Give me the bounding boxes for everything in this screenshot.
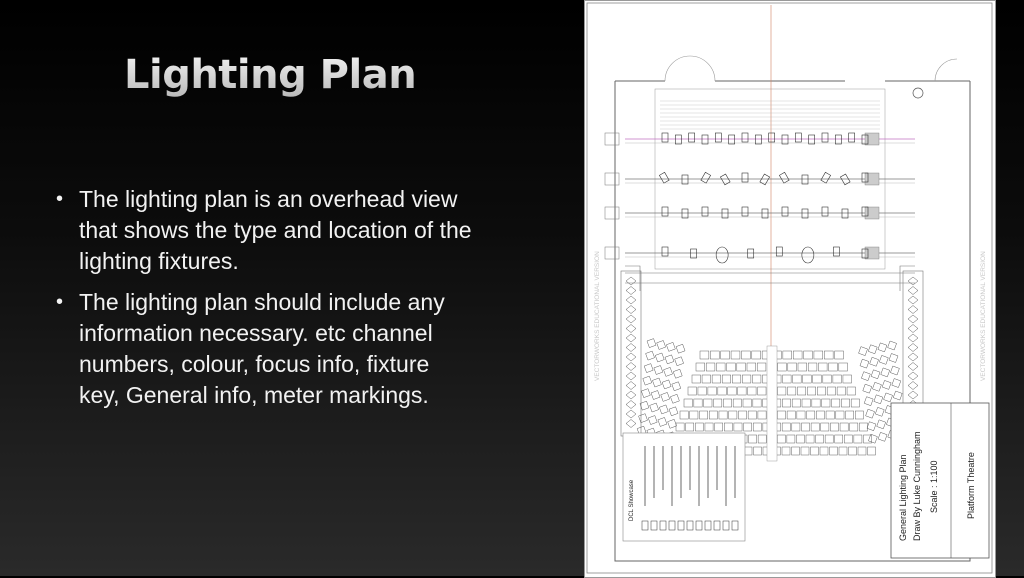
- seat-icon: [747, 363, 756, 371]
- seat-icon: [650, 403, 659, 412]
- bar-end-box: [865, 173, 879, 185]
- seat-icon: [698, 387, 706, 395]
- fixture-icon: [682, 175, 688, 184]
- seat-icon: [803, 375, 812, 383]
- seat-icon: [820, 447, 828, 455]
- fixture-icon: [779, 172, 789, 183]
- seat-icon: [868, 447, 876, 455]
- seat-icon: [752, 375, 761, 383]
- seat-icon: [798, 363, 807, 371]
- seat-icon: [676, 344, 685, 353]
- gallery-fixture-icon: [626, 401, 636, 409]
- seat-icon: [741, 351, 750, 359]
- fixture-icon: [822, 207, 828, 216]
- gallery-fixture-icon: [626, 353, 636, 361]
- seat-icon: [868, 434, 877, 443]
- fixture-icon: [833, 247, 839, 256]
- bar-label-box: [605, 207, 619, 219]
- seat-icon: [712, 375, 721, 383]
- seat-icon: [846, 411, 854, 419]
- seat-icon: [832, 399, 840, 407]
- gallery-fixture-icon: [626, 363, 636, 371]
- seat-icon: [744, 423, 752, 431]
- seat-icon: [806, 435, 814, 443]
- plan-watermark-left: VECTORWORKS EDUCATIONAL VERSION: [594, 251, 601, 381]
- seat-icon: [870, 357, 879, 366]
- seat-icon: [758, 387, 766, 395]
- seat-icon: [714, 399, 722, 407]
- seat-icon: [811, 447, 819, 455]
- seat-icon: [694, 399, 702, 407]
- seat-icon: [877, 420, 886, 429]
- seat-icon: [858, 447, 866, 455]
- gallery-fixture-icon: [626, 344, 636, 352]
- seat-icon: [879, 355, 888, 364]
- seat-icon: [827, 387, 835, 395]
- fixture-icon: [802, 175, 808, 184]
- fixture-icon: [662, 247, 668, 256]
- gallery-fixture-icon: [626, 306, 636, 314]
- gallery-fixture-icon: [908, 391, 918, 399]
- seat-icon: [830, 447, 838, 455]
- seat-icon: [787, 435, 795, 443]
- seat-icon: [878, 432, 887, 441]
- gallery-fixture-icon: [908, 325, 918, 333]
- seat-icon: [652, 378, 661, 387]
- seat-icon: [817, 387, 825, 395]
- seat-icon: [796, 435, 804, 443]
- seat-icon: [792, 447, 800, 455]
- fixture-icon: [701, 172, 711, 183]
- seat-icon: [782, 447, 790, 455]
- seat-icon: [727, 363, 736, 371]
- gallery-fixture-icon: [908, 287, 918, 295]
- seat-icon: [708, 387, 716, 395]
- seat-icon: [797, 387, 805, 395]
- seat-icon: [732, 375, 741, 383]
- bar-label-box: [605, 173, 619, 185]
- gallery-fixture-icon: [908, 353, 918, 361]
- gallery-fixture-icon: [908, 306, 918, 314]
- seat-icon: [757, 363, 766, 371]
- seat-icon: [655, 353, 664, 362]
- seat-icon: [801, 423, 809, 431]
- fixture-icon: [722, 209, 728, 218]
- fixture-icon: [782, 135, 788, 144]
- seat-icon: [641, 389, 650, 398]
- seat-icon: [658, 417, 667, 426]
- seat-icon: [833, 375, 842, 383]
- seat-icon: [737, 363, 746, 371]
- seat-icon: [753, 423, 761, 431]
- gallery-fixture-icon: [626, 287, 636, 295]
- seat-icon: [666, 342, 675, 351]
- fixture-icon: [835, 135, 841, 144]
- seat-icon: [758, 435, 766, 443]
- seat-icon: [826, 411, 834, 419]
- gallery-fixture-icon: [626, 420, 636, 428]
- seat-icon: [724, 423, 732, 431]
- seat-icon: [700, 351, 709, 359]
- seat-icon: [841, 399, 849, 407]
- seat-icon: [657, 340, 666, 349]
- seat-icon: [839, 363, 848, 371]
- gallery-fixture-icon: [908, 363, 918, 371]
- seat-icon: [793, 351, 802, 359]
- centre-aisle: [767, 346, 777, 461]
- gallery-fixture-icon: [908, 315, 918, 323]
- fixture-key: [623, 433, 745, 541]
- seat-icon: [661, 392, 670, 401]
- gallery-fixture-icon: [908, 296, 918, 304]
- seat-icon: [821, 423, 829, 431]
- fixture-icon: [802, 247, 814, 263]
- seat-icon: [811, 423, 819, 431]
- gallery-fixture-icon: [626, 315, 636, 323]
- seat-icon: [884, 393, 893, 402]
- seat-icon: [801, 447, 809, 455]
- seat-icon: [850, 423, 858, 431]
- seat-icon: [710, 351, 719, 359]
- seat-icon: [664, 367, 673, 376]
- fixture-icon: [702, 207, 708, 216]
- seat-icon: [777, 387, 785, 395]
- plan-drawing-canvas: [585, 1, 995, 577]
- seat-icon: [812, 399, 820, 407]
- gallery-fixture-icon: [626, 391, 636, 399]
- seat-icon: [738, 411, 746, 419]
- gallery-fixture-icon: [626, 277, 636, 285]
- seat-icon: [825, 435, 833, 443]
- seat-icon: [742, 375, 751, 383]
- lighting-plan-drawing: [584, 0, 996, 578]
- fixture-icon: [776, 247, 782, 256]
- title-block-plan-name: General Lighting Plan: [898, 454, 908, 541]
- seat-icon: [662, 380, 671, 389]
- title-block-author: Draw By Luke Cunningham: [912, 431, 922, 541]
- gallery-fixture-icon: [626, 410, 636, 418]
- seat-icon: [692, 375, 701, 383]
- seat-icon: [804, 351, 813, 359]
- seat-icon: [639, 414, 648, 423]
- seat-icon: [788, 363, 797, 371]
- seat-icon: [743, 399, 751, 407]
- seat-icon: [807, 387, 815, 395]
- seat-icon: [859, 347, 868, 356]
- seat-icon: [816, 435, 824, 443]
- seat-icon: [844, 435, 852, 443]
- seat-icon: [654, 366, 663, 375]
- seat-icon: [748, 411, 756, 419]
- fixture-icon: [809, 135, 815, 144]
- seat-icon: [797, 411, 805, 419]
- fixture-icon: [821, 172, 831, 183]
- seat-icon: [855, 411, 863, 419]
- fixture-icon: [742, 173, 748, 182]
- seat-icon: [668, 419, 677, 428]
- fixture-icon: [795, 133, 801, 142]
- seat-icon: [839, 447, 847, 455]
- seat-icon: [793, 375, 802, 383]
- seat-icon: [808, 363, 817, 371]
- gallery-fixture-icon: [908, 344, 918, 352]
- gallery-fixture-icon: [626, 296, 636, 304]
- title-block: [891, 403, 989, 558]
- fixture-icon: [755, 135, 761, 144]
- seat-icon: [672, 382, 681, 391]
- seat-icon: [861, 372, 870, 381]
- seat-icon: [807, 411, 815, 419]
- seat-icon: [847, 387, 855, 395]
- gallery-fixture-icon: [908, 277, 918, 285]
- seat-icon: [702, 375, 711, 383]
- seat-icon: [646, 351, 655, 360]
- seat-icon: [721, 351, 730, 359]
- seat-icon: [837, 387, 845, 395]
- bullet-dot-icon: •: [56, 291, 64, 313]
- gallery-fixture-icon: [908, 382, 918, 390]
- seat-icon: [669, 407, 678, 416]
- seat-icon: [659, 405, 668, 414]
- gallery-fixture-icon: [626, 334, 636, 342]
- seat-icon: [792, 399, 800, 407]
- fixture-icon: [849, 133, 855, 142]
- seat-icon: [706, 363, 715, 371]
- seat-icon: [892, 379, 901, 388]
- fixture-icon: [769, 133, 775, 142]
- seat-icon: [643, 376, 652, 385]
- seat-icon: [835, 435, 843, 443]
- seat-icon: [871, 370, 880, 379]
- seat-icon: [875, 407, 884, 416]
- seat-icon: [824, 351, 833, 359]
- seat-icon: [753, 399, 761, 407]
- seat-icon: [748, 387, 756, 395]
- seat-icon: [782, 423, 790, 431]
- fixture-icon: [729, 135, 735, 144]
- fixture-icon: [742, 133, 748, 142]
- seat-icon: [733, 399, 741, 407]
- seat-icon: [881, 368, 890, 377]
- seat-icon: [644, 364, 653, 373]
- fixture-icon: [675, 135, 681, 144]
- fixture-icon: [842, 209, 848, 218]
- seat-icon: [783, 351, 792, 359]
- bar-end-box: [865, 207, 879, 219]
- title-block-venue: Platform Theatre: [966, 452, 976, 519]
- fixture-icon: [802, 209, 808, 218]
- seat-icon: [849, 447, 857, 455]
- fixture-icon: [682, 209, 688, 218]
- seat-icon: [719, 411, 727, 419]
- seat-icon: [893, 391, 902, 400]
- seat-icon: [777, 435, 785, 443]
- fixture-icon: [662, 133, 668, 142]
- seat-icon: [699, 411, 707, 419]
- seat-icon: [860, 359, 869, 368]
- bullet-dot-icon: •: [56, 188, 64, 210]
- fixture-icon: [822, 133, 828, 142]
- seat-icon: [868, 345, 877, 354]
- title-block-scale: Scale : 1:100: [929, 460, 939, 513]
- fixture-icon: [762, 209, 768, 218]
- seat-icon: [866, 409, 875, 418]
- seat-icon: [688, 387, 696, 395]
- seat-icon: [864, 397, 873, 406]
- seat-icon: [718, 387, 726, 395]
- seat-icon: [802, 399, 810, 407]
- seat-icon: [787, 411, 795, 419]
- seat-icon: [822, 399, 830, 407]
- seat-icon: [705, 423, 713, 431]
- seat-icon: [731, 351, 740, 359]
- seat-icon: [734, 423, 742, 431]
- seat-icon: [783, 375, 792, 383]
- seat-icon: [716, 363, 725, 371]
- bullet-item: [56, 287, 476, 411]
- seat-icon: [878, 343, 887, 352]
- seat-icon: [673, 369, 682, 378]
- plan-watermark-right: VECTORWORKS EDUCATIONAL VERSION: [980, 251, 987, 381]
- seat-icon: [890, 366, 899, 375]
- fixture-icon: [662, 207, 668, 216]
- fixture-icon: [748, 249, 754, 258]
- fixture-icon: [782, 207, 788, 216]
- seat-icon: [728, 387, 736, 395]
- lighting-bars: [605, 101, 915, 263]
- fixture-icon: [742, 207, 748, 216]
- seat-icon: [680, 411, 688, 419]
- gallery-fixture-icon: [626, 382, 636, 390]
- seat-icon: [829, 363, 838, 371]
- seat-icon: [722, 375, 731, 383]
- seat-icon: [888, 341, 897, 350]
- seat-icon: [738, 387, 746, 395]
- seat-icon: [792, 423, 800, 431]
- seat-icon: [836, 411, 844, 419]
- seat-icon: [709, 411, 717, 419]
- seat-icon: [777, 411, 785, 419]
- seat-icon: [686, 423, 694, 431]
- seat-icon: [859, 423, 867, 431]
- seat-icon: [684, 399, 692, 407]
- seat-icon: [647, 339, 656, 348]
- seat-icon: [749, 435, 757, 443]
- seat-icon: [754, 447, 762, 455]
- seat-icon: [851, 399, 859, 407]
- fixture-icon: [659, 172, 669, 183]
- seat-icon: [778, 363, 787, 371]
- seat-icon: [715, 423, 723, 431]
- seat-icon: [782, 399, 790, 407]
- bullet-text: The lighting plan is an overhead view that shows the type and location of the lighting fixtures.: [79, 186, 472, 274]
- seat-icon: [752, 351, 761, 359]
- seat-icon: [787, 387, 795, 395]
- seat-icon: [854, 435, 862, 443]
- seat-icon: [889, 354, 898, 363]
- bar-label-box: [605, 133, 619, 145]
- bar-label-box: [605, 247, 619, 259]
- gallery-fixture-icon: [626, 372, 636, 380]
- seat-icon: [882, 380, 891, 389]
- slide-title: Lighting Plan: [124, 52, 417, 98]
- seat-icon: [835, 351, 844, 359]
- seat-icon: [867, 422, 876, 431]
- seat-icon: [758, 411, 766, 419]
- seat-icon: [874, 395, 883, 404]
- fixture-icon: [691, 249, 697, 258]
- bullet-list: [56, 184, 476, 421]
- seat-icon: [872, 382, 881, 391]
- seat-icon: [676, 423, 684, 431]
- seat-icon: [704, 399, 712, 407]
- seat-icon: [813, 375, 822, 383]
- fixture-icon: [716, 247, 728, 263]
- seat-icon: [651, 391, 660, 400]
- seat-icon: [818, 363, 827, 371]
- fixture-icon: [715, 133, 721, 142]
- seat-icon: [696, 363, 705, 371]
- bullet-item: [56, 184, 476, 277]
- seat-icon: [830, 423, 838, 431]
- seat-icon: [729, 411, 737, 419]
- seat-icon: [823, 375, 832, 383]
- seat-icon: [816, 411, 824, 419]
- seat-icon: [723, 399, 731, 407]
- seat-icon: [675, 357, 684, 366]
- gallery-fixture-icon: [908, 334, 918, 342]
- seat-icon: [670, 394, 679, 403]
- seat-icon: [695, 423, 703, 431]
- seat-icon: [648, 416, 657, 425]
- seat-icon: [690, 411, 698, 419]
- seat-icon: [814, 351, 823, 359]
- fixture-key-title: DCL Showcase: [629, 479, 635, 521]
- seat-icon: [840, 423, 848, 431]
- gallery-fixture-icon: [626, 325, 636, 333]
- bullet-text: The lighting plan should include any information necessary. etc channel numbers, colour, focus info, fixture key, General info, meter markings.: [79, 289, 445, 408]
- fixture-icon: [702, 135, 708, 144]
- seat-icon: [843, 375, 852, 383]
- fixture-icon: [689, 133, 695, 142]
- seat-icon: [863, 384, 872, 393]
- seat-icon: [665, 355, 674, 364]
- fixture-icon: [720, 174, 730, 185]
- fixture-icon: [760, 174, 770, 185]
- gallery-fixture-icon: [908, 372, 918, 380]
- fixture-icon: [840, 174, 850, 185]
